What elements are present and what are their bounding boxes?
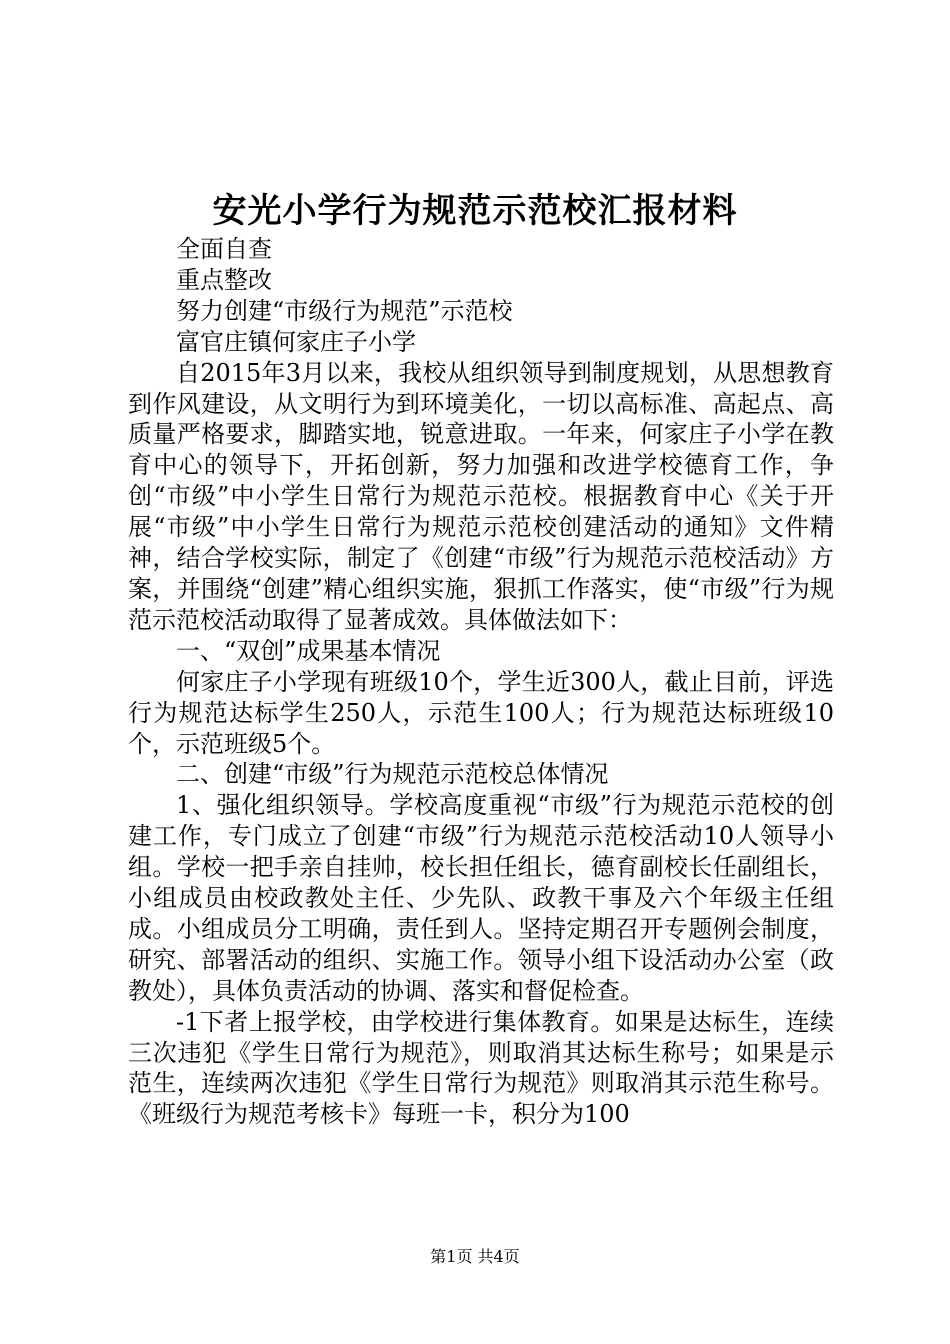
page-footer: 第1页 共4页 <box>430 1247 520 1266</box>
section-heading: 一、“双创”成果基本情况 <box>176 636 441 665</box>
subtitle-line: 重点整改 <box>176 265 272 294</box>
subtitle-line: 全面自查 <box>176 235 272 263</box>
body-paragraph: 何家庄子小学现有班级10个，学生近300人，截止目前，评选行为规范达标学生250人，示范生100人；行为规范达标班级10个，示范班级5个。 <box>128 667 834 758</box>
section-heading: 二、创建“市级”行为规范示范校总体情况 <box>176 760 609 789</box>
subtitle-line: 努力创建“市级行为规范”示范校 <box>176 296 513 325</box>
body-paragraph: 自2015年3月以来，我校从组织领导到制度规划，从思想教育到作风建设，从文明行为到环境美化，一切以高标准、高起点、高质量严格要求，脚踏实地，锐意进取。一年来，何家庄子小学在教育中心的领导下，开拓创新，努力加强和改进学校德育工作，争创“市级”中小学生日常行为规范示范校。根据教育中心《关于开展“市级”中小学生日常行为规范示范校创建活动的通知》文件精神，结合学校实际，制定了《创建“市级”行为规范示范校活动》方案，并围绕“创建”精心组织实施，狠抓工作落实，使“市级”行为规范示范校活动取得了显著成效。具体做法如下： <box>128 358 834 634</box>
author-line: 富官庄镇何家庄子小学 <box>176 327 416 356</box>
body-paragraph: -1下者上报学校，由学校进行集体教育。如果是达标生，连续三次违犯《学生日常行为规范》，则取消其达标生称号；如果是示范生，连续两次违犯《学生日常行为规范》则取消其示范生称号。《班级行为规范考核卡》每班一卡，积分为100 <box>128 1007 834 1129</box>
page-title: 安光小学行为规范示范校汇报材料 <box>212 191 738 231</box>
body-paragraph: 1、强化组织领导。学校高度重视“市级”行为规范示范校的创建工作，专门成立了创建“市级”行为规范示范校活动10人领导小组。学校一把手亲自挂帅，校长担任组长，德育副校长任副组长，小组成员由校政教处主任、少先队、政教干事及六个年级主任组成。小组成员分工明确，责任到人。坚持定期召开专题例会制度，研究、部署活动的组织、实施工作。领导小组下设活动办公室（政教处），具体负责活动的协调、落实和督促检查。 <box>128 791 834 1005</box>
document-body <box>128 234 834 1130</box>
